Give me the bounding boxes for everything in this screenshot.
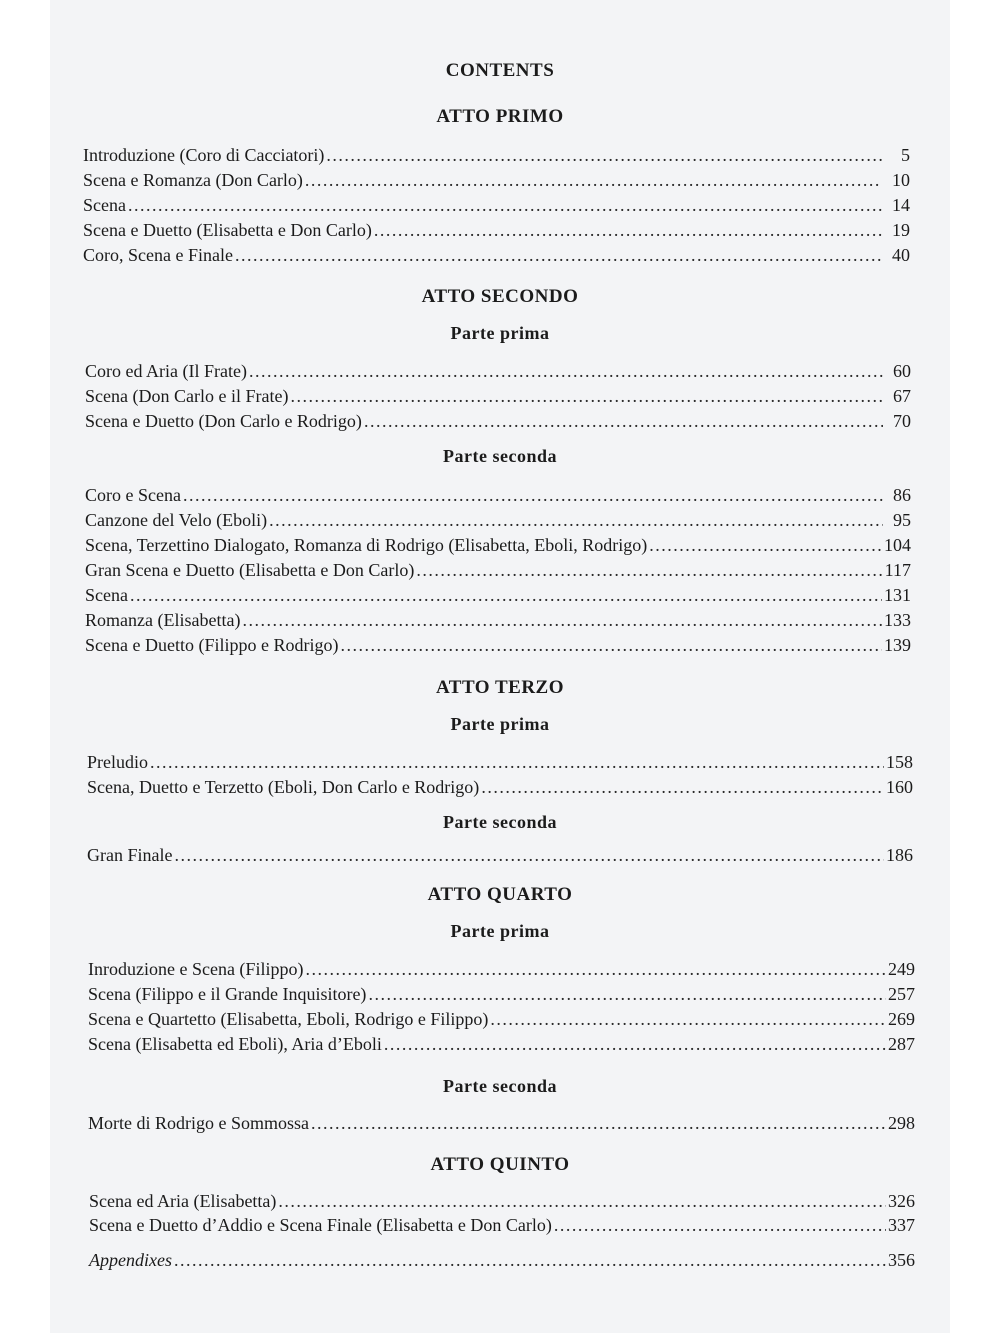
toc-page-number: 67 bbox=[893, 386, 911, 406]
part-title: Parte prima bbox=[450, 323, 550, 343]
act-title-quarto: ATTO QUARTO bbox=[427, 884, 573, 905]
part-title: Parte prima bbox=[450, 921, 550, 941]
toc-entry-label: Scena e Romanza (Don Carlo) bbox=[83, 170, 303, 190]
dot-leader bbox=[481, 776, 884, 798]
toc-entry-label: Scena ed Aria (Elisabetta) bbox=[89, 1191, 277, 1211]
part-title: Parte seconda bbox=[443, 446, 557, 466]
dot-leader bbox=[150, 751, 884, 773]
toc-page-number: 356 bbox=[888, 1250, 915, 1270]
toc-entry[interactable] bbox=[83, 244, 910, 266]
dot-leader bbox=[130, 584, 882, 606]
toc-entry-label: Coro, Scena e Finale bbox=[83, 245, 233, 265]
toc-entry-label: Scena e Duetto (Don Carlo e Rodrigo) bbox=[85, 411, 362, 431]
dot-leader bbox=[311, 1112, 886, 1134]
toc-entry[interactable] bbox=[87, 751, 913, 773]
toc-entry-label: Gran Scena e Duetto (Elisabetta e Don Carlo) bbox=[85, 560, 415, 580]
toc-entry[interactable] bbox=[88, 958, 915, 980]
toc-entry[interactable] bbox=[87, 776, 913, 798]
toc-entry-label: Scena, Duetto e Terzetto (Eboli, Don Carlo e Rodrigo) bbox=[87, 777, 480, 797]
dot-leader bbox=[554, 1214, 886, 1236]
toc-entry-label: Canzone del Velo (Eboli) bbox=[85, 510, 268, 530]
toc-entry[interactable] bbox=[85, 484, 911, 506]
toc-page-number: 249 bbox=[888, 959, 915, 979]
dot-leader bbox=[364, 410, 883, 432]
toc-page-number: 298 bbox=[888, 1113, 915, 1133]
toc-page-number: 287 bbox=[888, 1034, 915, 1054]
toc-entry-label: Scena e Duetto (Elisabetta e Don Carlo) bbox=[83, 220, 372, 240]
toc-page-number: 95 bbox=[893, 510, 911, 530]
dot-leader bbox=[174, 1249, 886, 1271]
toc-entry[interactable] bbox=[85, 559, 911, 581]
dot-leader bbox=[326, 144, 882, 166]
toc-entry-label: Scena bbox=[85, 585, 128, 605]
toc-entry-label: Morte di Rodrigo e Sommossa bbox=[88, 1113, 309, 1133]
toc-page-number: 60 bbox=[893, 361, 911, 381]
toc-entry[interactable] bbox=[89, 1190, 915, 1212]
toc-entry-label: Scena, Terzettino Dialogato, Romanza di Rodrigo (Elisabetta, Eboli, Rodrigo) bbox=[85, 535, 648, 555]
dot-leader bbox=[649, 534, 882, 556]
contents-title: CONTENTS bbox=[445, 60, 555, 81]
toc-page-number: 158 bbox=[886, 752, 913, 772]
toc-entry[interactable] bbox=[88, 1008, 915, 1030]
toc-entry-label: Scena bbox=[83, 195, 126, 215]
dot-leader bbox=[183, 484, 883, 506]
toc-page-number: 131 bbox=[884, 585, 911, 605]
toc-page-number: 86 bbox=[893, 485, 911, 505]
dot-leader bbox=[305, 169, 882, 191]
part-title: Parte prima bbox=[450, 714, 550, 734]
toc-entry[interactable] bbox=[88, 983, 915, 1005]
toc-entry-label: Scena e Duetto d’Addio e Scena Finale (Elisabetta e Don Carlo) bbox=[89, 1215, 552, 1235]
toc-page-number: 70 bbox=[893, 411, 911, 431]
toc-entry[interactable] bbox=[85, 509, 911, 531]
toc-entry[interactable] bbox=[85, 609, 911, 631]
toc-entry-label: Scena (Elisabetta ed Eboli), Aria d’Eboli bbox=[88, 1034, 382, 1054]
toc-entry[interactable] bbox=[85, 410, 911, 432]
toc-entry-label: Scena (Filippo e il Grande Inquisitore) bbox=[88, 984, 367, 1004]
toc-page-number: 139 bbox=[884, 635, 911, 655]
toc-entry-appendixes[interactable] bbox=[89, 1249, 915, 1271]
act-title-quinto: ATTO QUINTO bbox=[430, 1154, 570, 1175]
toc-page-number: 14 bbox=[892, 195, 910, 215]
toc-page-number: 326 bbox=[888, 1191, 915, 1211]
toc-entry[interactable] bbox=[88, 1033, 915, 1055]
toc-entry[interactable] bbox=[83, 169, 910, 191]
toc-entry-label: Introduzione (Coro di Cacciatori) bbox=[83, 145, 325, 165]
act-title-primo: ATTO PRIMO bbox=[436, 106, 564, 127]
toc-page-number: 5 bbox=[901, 145, 910, 165]
toc-entry[interactable] bbox=[83, 144, 910, 166]
dot-leader bbox=[235, 244, 882, 266]
dot-leader bbox=[384, 1033, 886, 1055]
toc-page-number: 160 bbox=[886, 777, 913, 797]
dot-leader bbox=[174, 844, 884, 866]
toc-entry[interactable] bbox=[85, 584, 911, 606]
toc-entry[interactable] bbox=[85, 534, 911, 556]
dot-leader bbox=[490, 1008, 886, 1030]
part-title: Parte seconda bbox=[443, 812, 557, 832]
toc-entry-label: Coro ed Aria (Il Frate) bbox=[85, 361, 247, 381]
dot-leader bbox=[290, 385, 883, 407]
toc-entry-label: Coro e Scena bbox=[85, 485, 181, 505]
part-title: Parte seconda bbox=[443, 1076, 557, 1096]
toc-page-number: 257 bbox=[888, 984, 915, 1004]
toc-page-number: 337 bbox=[888, 1215, 915, 1235]
dot-leader bbox=[305, 958, 886, 980]
dot-leader bbox=[340, 634, 882, 656]
dot-leader bbox=[242, 609, 882, 631]
toc-page-number: 269 bbox=[888, 1009, 915, 1029]
toc-entry-label: Preludio bbox=[87, 752, 148, 772]
toc-page-number: 40 bbox=[892, 245, 910, 265]
toc-entry[interactable] bbox=[89, 1214, 915, 1236]
dot-leader bbox=[249, 360, 883, 382]
dot-leader bbox=[416, 559, 882, 581]
dot-leader bbox=[128, 194, 882, 216]
act-title-terzo: ATTO TERZO bbox=[435, 677, 565, 698]
toc-entry[interactable] bbox=[85, 634, 911, 656]
dot-leader bbox=[368, 983, 886, 1005]
toc-entry[interactable] bbox=[83, 194, 910, 216]
toc-entry[interactable] bbox=[85, 385, 911, 407]
toc-entry-label: Inroduzione e Scena (Filippo) bbox=[88, 959, 304, 979]
toc-entry-label: Gran Finale bbox=[87, 845, 173, 865]
toc-entry[interactable] bbox=[85, 360, 911, 382]
toc-entry-label: Romanza (Elisabetta) bbox=[85, 610, 241, 630]
dot-leader bbox=[269, 509, 883, 531]
toc-page-number: 104 bbox=[884, 535, 911, 555]
dot-leader bbox=[374, 219, 882, 241]
toc-page-number: 133 bbox=[884, 610, 911, 630]
toc-page-number: 10 bbox=[892, 170, 910, 190]
toc-page-number: 19 bbox=[892, 220, 910, 240]
toc-entry-label: Scena e Duetto (Filippo e Rodrigo) bbox=[85, 635, 339, 655]
toc-page-number: 117 bbox=[884, 560, 911, 580]
toc-entry[interactable] bbox=[87, 844, 913, 866]
toc-entry-label: Scena (Don Carlo e il Frate) bbox=[85, 386, 289, 406]
toc-entry[interactable] bbox=[83, 219, 910, 241]
toc-entry[interactable] bbox=[88, 1112, 915, 1134]
dot-leader bbox=[278, 1190, 886, 1212]
toc-entry-label: Appendixes bbox=[89, 1250, 172, 1270]
act-title-secondo: ATTO SECONDO bbox=[421, 286, 579, 307]
toc-entry-label: Scena e Quartetto (Elisabetta, Eboli, Rodrigo e Filippo) bbox=[88, 1009, 489, 1029]
toc-page-number: 186 bbox=[886, 845, 913, 865]
